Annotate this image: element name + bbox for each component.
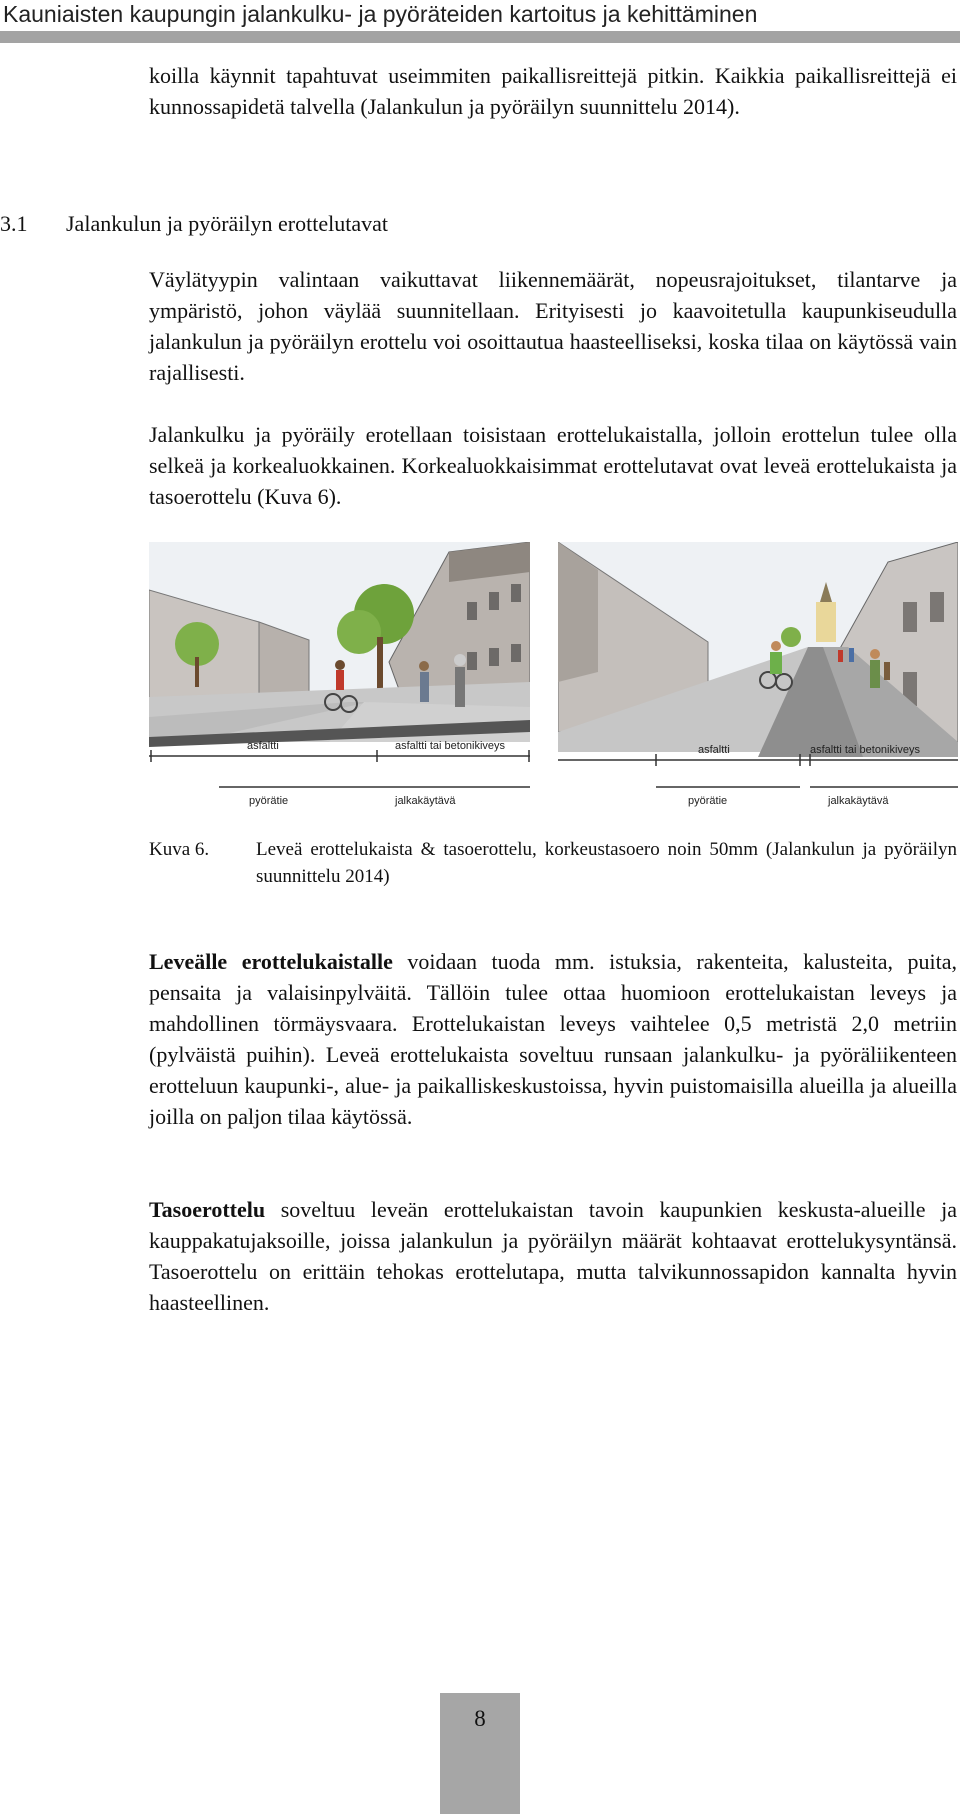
right-label-asphalt-concrete: asfaltti tai betonikiveys [810,744,921,756]
caption-label: Kuva 6. [149,839,210,860]
section-number: 3.1 [0,211,28,236]
paragraph-3-text: voidaan tuoda mm. istuksia, rakenteita, kalusteita, puita, pensaita ja valaisinpylväitä. Tällöin tulee ottaa huomioon erottelukaistan leveys ja mahdollinen törmäysvaara. Erottelukaistan leveys vaihtelee 0,5 metristä 2,0 metriin (pylväistä puihin). Leveä erottelukaista soveltuu runsaan jalankulku- ja pyöräliikenteen erotteluun kaupunki-, alue- ja paikalliskeskustoissa, hyvin puistomaisilla alueilla ja alueilla joilla on paljon tilaa käytössä. [149,949,957,1129]
paragraph-4 [149,1194,957,1318]
paragraph-4-bold-term: Tasoerottelu [149,1197,266,1222]
intro-paragraph: koilla käynnit tapahtuvat useimmiten paikallisreittejä pitkin. Kaikkia paikallisreittejä ei kunnossapidetä talvella (Jalankulun ja pyöräilyn suunnittelu 2014). [149,63,957,119]
section-title: Jalankulun ja pyöräilyn erottelutavat [66,211,388,236]
left-label-walk: jalkakäytävä [395,795,456,807]
left-label-asphalt-concrete: asfaltti tai betonikiveys [395,740,506,752]
page-number: 8 [440,1693,520,1814]
paragraph-1: Väylätyypin valintaan vaikuttavat liikennemäärät, nopeusrajoitukset, tilantarve ja ympäristö, johon väylää suunnitellaan. Erityisesti jo kaavoitetulla kaupunkiseudulla jalankulun ja pyöräilyn erottelu voi osoittautua haasteelliseksi, koska tilaa on käytössä vain rajallisesti. [149,267,957,385]
running-header: Kauniaisten kaupungin jalankulku- ja pyöräteiden kartoitus ja kehittäminen [3,1,758,27]
right-label-bike: pyörätie [688,795,728,807]
paragraph-2: Jalankulku ja pyöräily erotellaan toisistaan erottelukaistalla, jolloin erottelun tulee olla selkeä ja korkealuokkainen. Korkealuokkaisimmat erottelutavat ovat leveä erottelukaista ja tasoerottelu (Kuva 6). [149,422,957,509]
right-label-asphalt: asfaltti [698,744,730,756]
left-label-bike: pyörätie [249,795,289,807]
paragraph-3 [149,946,957,1132]
paragraph-3-bold-term: Leveälle erottelukaistalle [149,949,393,974]
right-label-walk: jalkakäytävä [828,795,889,807]
caption-text: Leveä erottelukaista & tasoerottelu, korkeustasoero noin 50mm (Jalankulun ja pyöräilyn suunnittelu 2014) [256,839,957,887]
figure-left-illustration [149,542,530,812]
paragraph-4-text: soveltuu leveän erottelukaistan tavoin kaupunkien keskusta-alueille ja kauppakatujaksoille, joissa jalankulun ja pyöräilyn määrät kohtaavat erottelukysyntänsä. Tasoerottelu on erittäin tehokas erottelutapa, mutta talvikunnossapidon kannalta hyvin haasteellinen. [149,1197,957,1315]
left-label-asphalt: asfaltti [247,740,279,752]
figure-right-illustration [558,542,958,812]
header-rule [0,31,960,43]
